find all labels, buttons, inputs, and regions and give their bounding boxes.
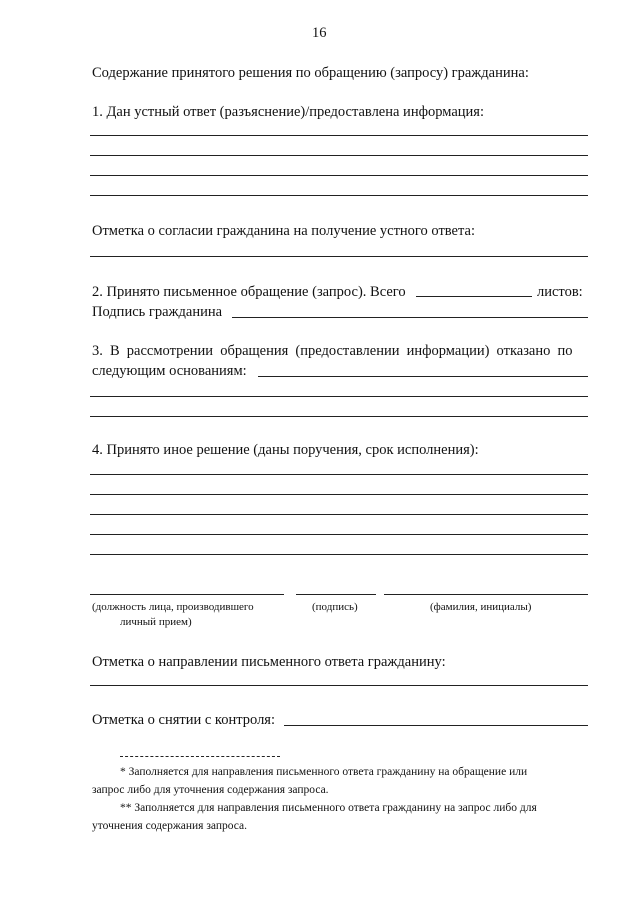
section3-reasons-line-3[interactable] xyxy=(90,416,588,417)
section1-answer-line-3[interactable] xyxy=(90,175,588,176)
footnote-1-line2: запрос либо для уточнения содержания запроса. xyxy=(92,784,329,796)
section3-label: 3. В рассмотрении обращения (предоставлении информации) отказано по xyxy=(92,343,573,359)
decision-heading: Содержание принятого решения по обращению (запросу) гражданина: xyxy=(92,65,529,81)
section4-line-4[interactable] xyxy=(90,534,588,535)
signature-caption: (подпись) xyxy=(312,601,358,613)
sheets-label: листов: xyxy=(537,284,583,300)
section2-label: 2. Принято письменное обращение (запрос). Всего xyxy=(92,284,406,300)
sheets-count-line[interactable] xyxy=(416,296,532,297)
name-caption: (фамилия, инициалы) xyxy=(430,601,532,613)
position-caption-line1: (должность лица, производившего xyxy=(92,601,254,613)
section4-label: 4. Принято иное решение (даны поручения, срок исполнения): xyxy=(92,442,479,458)
position-caption-line2: личный прием) xyxy=(120,616,192,628)
consent-line[interactable] xyxy=(90,256,588,257)
section1-answer-line-4[interactable] xyxy=(90,195,588,196)
official-signature-line[interactable] xyxy=(296,594,376,595)
official-name-line[interactable] xyxy=(384,594,588,595)
section3-reasons-line-1[interactable] xyxy=(258,376,588,377)
control-mark-label: Отметка о снятии с контроля: xyxy=(92,712,275,728)
section1-answer-line-1[interactable] xyxy=(90,135,588,136)
section1-answer-line-2[interactable] xyxy=(90,155,588,156)
citizen-signature-line[interactable] xyxy=(232,317,588,318)
section4-line-5[interactable] xyxy=(90,554,588,555)
footnote-2-line2: уточнения содержания запроса. xyxy=(92,820,248,832)
control-mark-line[interactable] xyxy=(284,725,588,726)
section4-line-3[interactable] xyxy=(90,514,588,515)
section3-reasons-label: следующим основаниям: xyxy=(92,363,247,379)
sent-mark-line[interactable] xyxy=(90,685,588,686)
page-number: 16 xyxy=(312,25,327,41)
section4-line-1[interactable] xyxy=(90,474,588,475)
citizen-signature-label: Подпись гражданина xyxy=(92,304,223,320)
sent-mark-label: Отметка о направлении письменного ответа гражданину: xyxy=(92,654,446,670)
official-position-line[interactable] xyxy=(90,594,284,595)
footnote-1-line1: * Заполняется для направления письменного ответа гражданину на обращение или xyxy=(120,766,528,778)
footnote-2-line1: ** Заполняется для направления письменного ответа гражданину на запрос либо для xyxy=(120,802,537,814)
section3-reasons-line-2[interactable] xyxy=(90,396,588,397)
footnote-separator xyxy=(120,756,280,757)
consent-label: Отметка о согласии гражданина на получение устного ответа: xyxy=(92,223,475,239)
section4-line-2[interactable] xyxy=(90,494,588,495)
section1-label: 1. Дан устный ответ (разъяснение)/предоставлена информация: xyxy=(92,104,484,120)
